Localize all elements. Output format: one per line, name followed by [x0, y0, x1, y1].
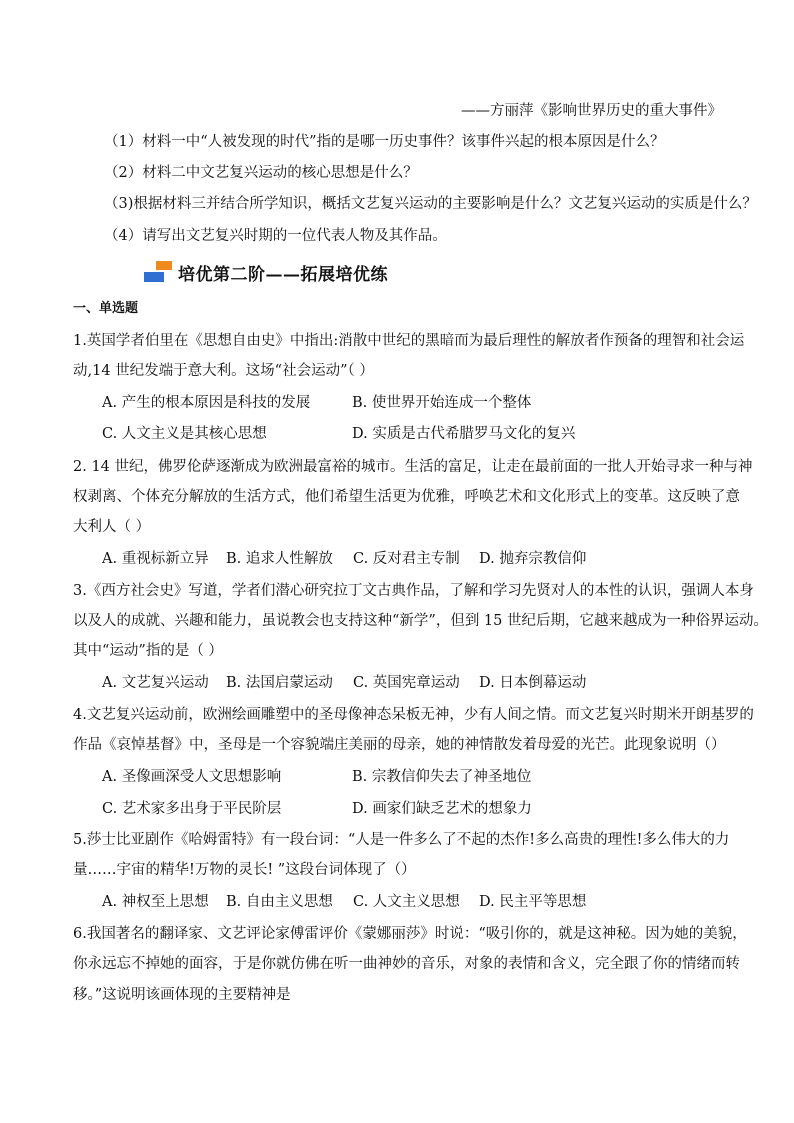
question-5-option-b: B. 自由主义思想 — [226, 894, 333, 910]
sub-question-3: （3)根据材料三并结合所学知识，概括文艺复兴运动的主要影响是什么？文艺复兴运动的实质是什么？ — [104, 196, 757, 212]
question-2-option-c: C. 反对君主专制 — [353, 551, 460, 567]
question-3-option-a: A. 文艺复兴运动 — [102, 675, 209, 691]
question-1-option-c: C. 人文主义是其核心思想 — [102, 426, 267, 442]
question-3-option-d: D. 日本倒幕运动 — [479, 675, 587, 691]
question-2-line-1: 2. 14 世纪，佛罗伦萨逐渐成为欧洲最富裕的城市。生活的富足，让走在最前面的一批人开始寻求一种与神 — [73, 459, 753, 475]
question-2-line-2: 权剥离、个体充分解放的生活方式，他们希望生活更为优雅，呼唤艺术和文化形式上的变革。这反映了意 — [73, 489, 740, 505]
section-header-title: 培优第二阶——拓展培优练 — [178, 264, 388, 285]
sub-question-2: （2）材料二中文艺复兴运动的核心思想是什么？ — [104, 165, 418, 181]
sub-question-4: （4）请写出文艺复兴时期的一位代表人物及其作品。 — [104, 228, 447, 244]
question-2-option-a: A. 重视标新立异 — [102, 551, 209, 567]
question-4-line-1: 4.文艺复兴运动前，欧洲绘画雕塑中的圣母像神态呆板无神，少有人间之情。而文艺复兴时期米开朗基罗的 — [73, 707, 754, 723]
question-5-option-c: C. 人文主义思想 — [353, 894, 460, 910]
stacked-blocks-icon — [142, 258, 178, 286]
question-1-option-d: D. 实质是古代希腊罗马文化的复兴 — [352, 426, 576, 442]
question-4-line-2: 作品《哀悼基督》中，圣母是一个容貌端庄美丽的母亲，她的神情散发着母爱的光芒。此现象说明（） — [73, 737, 726, 753]
section-label: 一、单选题 — [73, 301, 139, 316]
section-header — [142, 258, 388, 286]
question-2-line-3: 大利人（ ） — [73, 519, 151, 535]
question-3-line-1: 3.《西方社会史》写道，学者们潜心研究拉丁文古典作品，了解和学习先贤对人的本性的认识，强调人本身 — [73, 583, 754, 599]
question-4-option-b: B. 宗教信仰失去了神圣地位 — [352, 769, 532, 785]
question-2-option-d: D. 抛弃宗教信仰 — [479, 551, 587, 567]
sub-question-1: （1）材料一中“人被发现的时代”指的是哪一历史事件？该事件兴起的根本原因是什么？ — [104, 134, 665, 150]
question-3-option-c: C. 英国宪章运动 — [353, 675, 460, 691]
question-5-option-d: D. 民主平等思想 — [479, 894, 587, 910]
question-3-line-2: 以及人的成就、兴趣和能力，虽说教会也支持这种“新学”，但到 15 世纪后期，它越来越成为一种俗界运动。 — [73, 613, 768, 629]
source-citation: ——方丽萍《影响世界历史的重大事件》 — [461, 103, 722, 119]
question-1-line-2: 动,14 世纪发端于意大利。这场“社会运动”（ ） — [73, 363, 374, 379]
question-3-line-3: 其中“运动”指的是（ ） — [73, 643, 223, 659]
question-3-option-b: B. 法国启蒙运动 — [226, 675, 333, 691]
question-4-option-c: C. 艺术家多出身于平民阶层 — [102, 801, 282, 817]
question-5-line-1: 5.莎士比亚剧作《哈姆雷特》有一段台词：“人是一件多么了不起的杰作!多么高贵的理性!多么伟大的力 — [73, 832, 730, 848]
question-2-option-b: B. 追求人性解放 — [226, 551, 333, 567]
question-1-option-a: A. 产生的根本原因是科技的发展 — [102, 395, 311, 411]
question-4-option-a: A. 圣像画深受人文思想影响 — [102, 769, 282, 785]
question-6-line-1: 6.我国著名的翻译家、文艺评论家傅雷评价《蒙娜丽莎》时说：“吸引你的，就是这神秘。因为她的美貌， — [73, 926, 747, 942]
question-5-option-a: A. 神权至上思想 — [102, 894, 209, 910]
question-1-line-1: 1.英国学者伯里在《思想自由史》中指出:消散中世纪的黑暗而为最后理性的解放者作预备的理智和社会运 — [73, 333, 745, 349]
question-6-line-2: 你永远忘不掉她的面容，于是你就仿佛在听一曲神妙的音乐，对象的表情和含义，完全跟了你的情绪而转 — [73, 956, 740, 972]
question-4-option-d: D. 画家们缺乏艺术的想象力 — [352, 801, 532, 817]
question-1-option-b: B. 使世界开始连成一个整体 — [352, 395, 532, 411]
question-6-line-3: 移。”这说明该画体现的主要精神是 — [73, 987, 291, 1003]
question-5-line-2: 量……宇宙的精华!万物的灵长! ”这段台词体现了（） — [73, 862, 416, 878]
